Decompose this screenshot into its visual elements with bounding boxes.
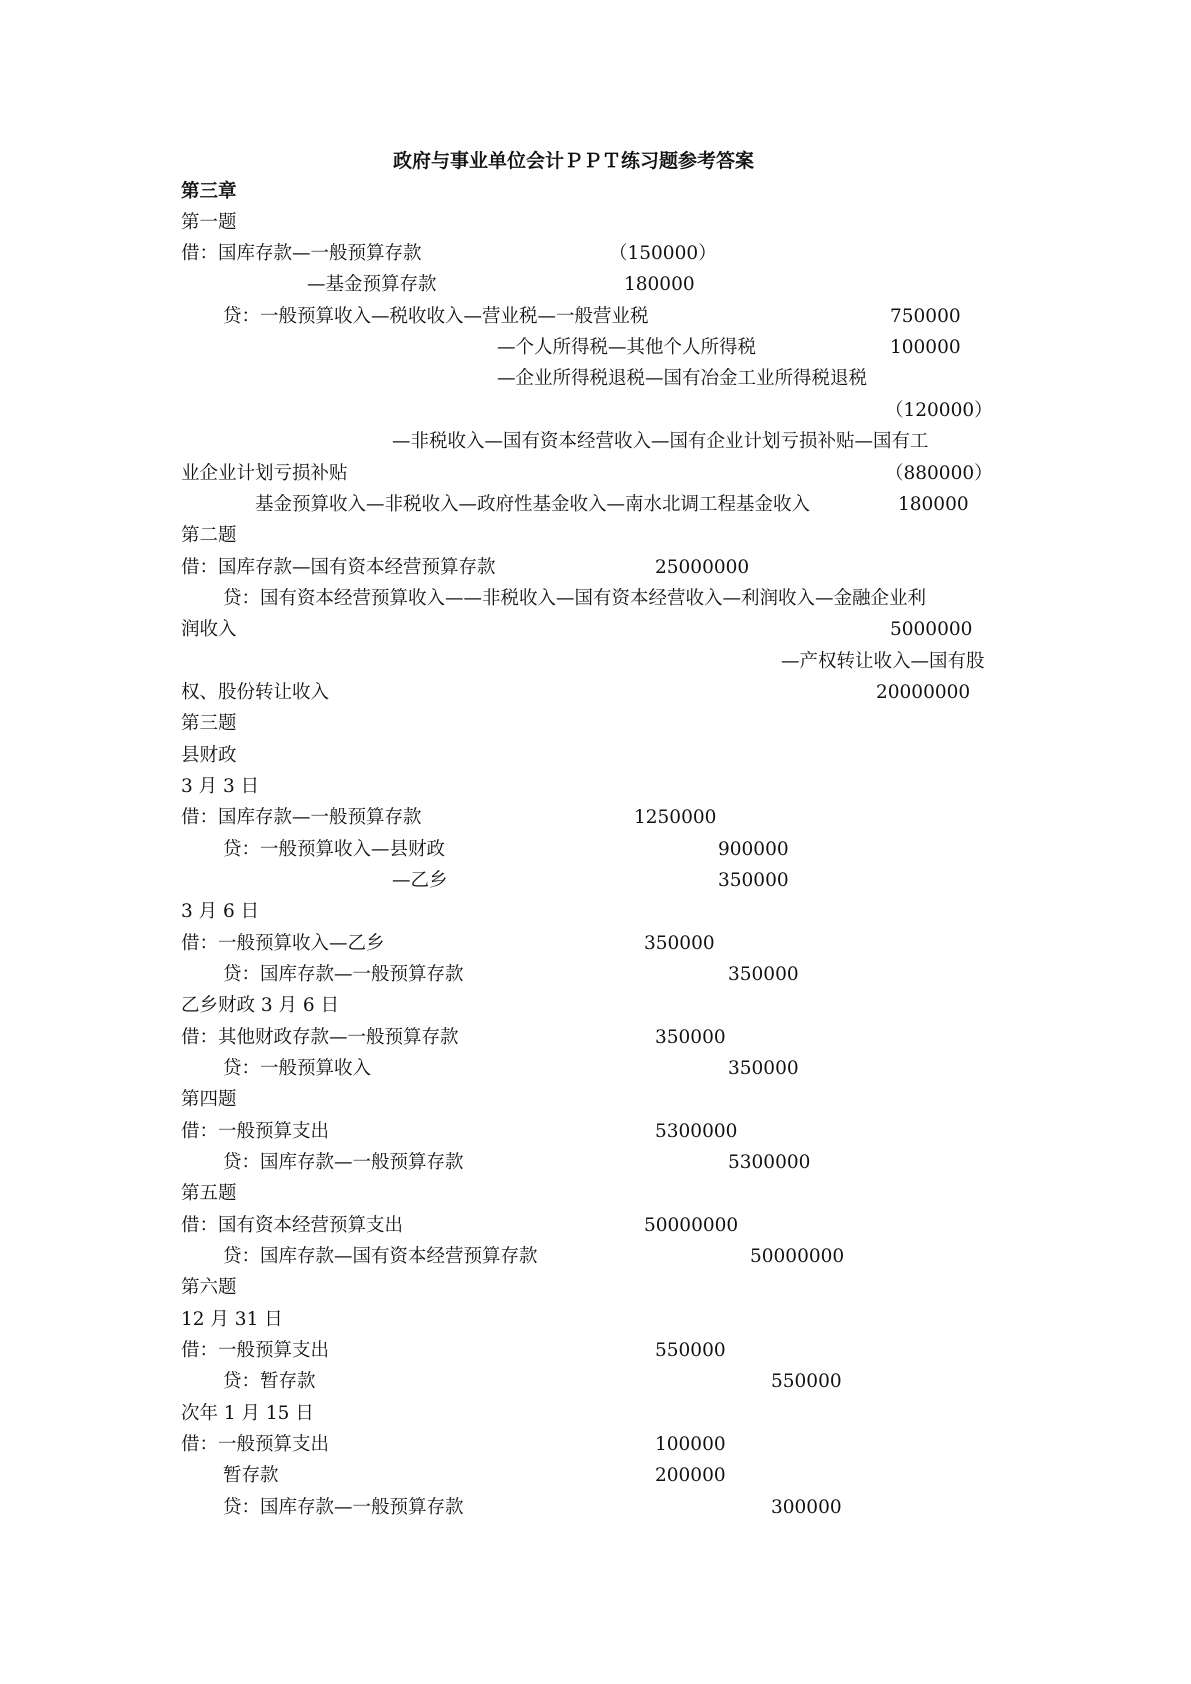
line-text: 借：一般预算支出 (181, 1340, 330, 1361)
line-amount: 300000 (771, 1497, 842, 1518)
line-amount: 350000 (655, 1027, 726, 1048)
line-text: 贷：暂存款 (223, 1371, 316, 1392)
line-text: 借：一般预算收入—乙乡 (181, 933, 385, 954)
line-amount: 550000 (655, 1340, 726, 1361)
line-text: 第五题 (181, 1183, 237, 1204)
line-text: 3 月 3 日 (181, 776, 260, 797)
line-text: 借：国库存款—一般预算存款 (181, 243, 422, 264)
line-text: 业企业计划亏损补贴 (181, 463, 348, 484)
line-text: —个人所得税—其他个人所得税 (497, 337, 757, 358)
line-text: 权、股份转让收入 (181, 682, 330, 703)
line-text: 暂存款 (223, 1465, 279, 1486)
line-text: 借：一般预算支出 (181, 1121, 330, 1142)
line-text: 乙乡财政 3 月 6 日 (181, 995, 340, 1016)
line-amount: 5300000 (728, 1152, 811, 1173)
line-text: 借：其他财政存款—一般预算存款 (181, 1027, 459, 1048)
line-amount: （880000） (885, 463, 993, 484)
line-text: 县财政 (181, 745, 237, 766)
line-text: 借：一般预算支出 (181, 1434, 330, 1455)
line-amount: 1250000 (634, 807, 717, 828)
line-text: 贷：国有资本经营预算收入——非税收入—国有资本经营收入—利润收入—金融企业利 (223, 588, 927, 609)
line-amount: 25000000 (655, 557, 750, 578)
line-text: —产权转让收入—国有股 (781, 651, 985, 672)
line-text: 贷：国库存款—国有资本经营预算存款 (223, 1246, 538, 1267)
line-amount: 550000 (771, 1371, 842, 1392)
line-text: 贷：一般预算收入—县财政 (223, 839, 446, 860)
line-amount: （150000） (609, 243, 717, 264)
line-amount: 900000 (718, 839, 789, 860)
line-amount: 5300000 (655, 1121, 738, 1142)
line-amount: 5000000 (890, 619, 973, 640)
line-text: 3 月 6 日 (181, 901, 260, 922)
line-text: 贷：一般预算收入—税收收入—营业税—一般营业税 (223, 306, 649, 327)
line-text: 贷：国库存款—一般预算存款 (223, 1497, 464, 1518)
line-amount: 50000000 (644, 1215, 739, 1236)
line-text: 次年 1 月 15 日 (181, 1403, 314, 1424)
document-title (393, 149, 754, 173)
line-text: 第四题 (181, 1089, 237, 1110)
line-text: 第一题 (181, 212, 237, 233)
line-text: —乙乡 (392, 870, 448, 891)
line-text: 贷：国库存款—一般预算存款 (223, 1152, 464, 1173)
line-text: —基金预算存款 (307, 274, 437, 295)
line-amount: 350000 (728, 1058, 799, 1079)
line-text: 借：国库存款—国有资本经营预算存款 (181, 557, 496, 578)
line-text: 第六题 (181, 1277, 237, 1298)
line-text: 12 月 31 日 (181, 1309, 283, 1330)
document-title-text: 政府与事业单位会计ＰＰＴ练习题参考答案 (393, 150, 755, 172)
line-amount: 350000 (728, 964, 799, 985)
line-amount: 350000 (718, 870, 789, 891)
line-amount: （120000） (885, 400, 993, 421)
chapter-heading-text: 第三章 (181, 181, 237, 202)
line-text: 借：国有资本经营预算支出 (181, 1215, 404, 1236)
line-amount: 350000 (644, 933, 715, 954)
line-amount: 100000 (655, 1434, 726, 1455)
chapter-heading (181, 180, 237, 204)
line-amount: 750000 (890, 306, 961, 327)
line-text: 贷：一般预算收入 (223, 1058, 372, 1079)
line-text: 借：国库存款—一般预算存款 (181, 807, 422, 828)
line-text: 第三题 (181, 713, 237, 734)
line-text: —企业所得税退税—国有冶金工业所得税退税 (497, 368, 868, 389)
line-text: 第二题 (181, 525, 237, 546)
line-amount: 180000 (624, 274, 695, 295)
line-amount: 20000000 (876, 682, 971, 703)
line-text: 润收入 (181, 619, 237, 640)
line-text: —非税收入—国有资本经营收入—国有企业计划亏损补贴—国有工 (392, 431, 929, 452)
line-amount: 50000000 (750, 1246, 845, 1267)
line-text: 贷：国库存款—一般预算存款 (223, 964, 464, 985)
line-amount: 100000 (890, 337, 961, 358)
line-amount: 180000 (898, 494, 969, 515)
line-text: 基金预算收入—非税收入—政府性基金收入—南水北调工程基金收入 (255, 494, 811, 515)
line-amount: 200000 (655, 1465, 726, 1486)
